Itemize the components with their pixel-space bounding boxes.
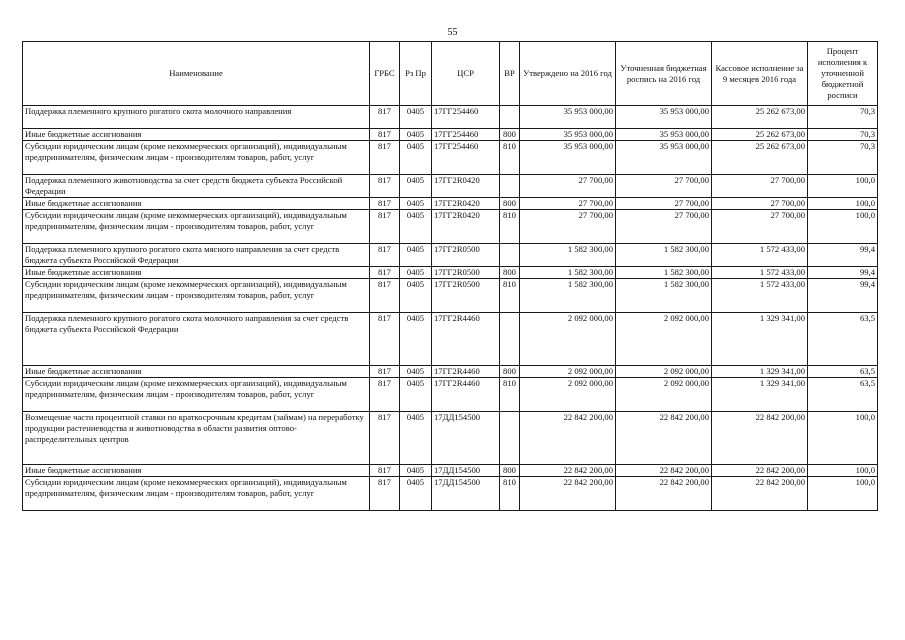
table-row (23, 210, 878, 244)
cell-rzpr: 0405 (400, 313, 432, 366)
cell-rzpr: 0405 (400, 465, 432, 477)
cell-rzpr: 0405 (400, 366, 432, 378)
cell-grbs: 817 (370, 378, 400, 412)
cell-approved: 1 582 300,00 (520, 279, 616, 313)
cell-name: Субсидии юридическим лицам (кроме некоммерческих организаций), индивидуальным предпринимателям, физическим лицам - производителям товаров, работ, услуг (23, 477, 370, 511)
cell-vr: 800 (500, 198, 520, 210)
table-row (23, 129, 878, 141)
header-approved: Утверждено на 2016 год (520, 42, 616, 106)
cell-percent: 100,0 (808, 210, 878, 244)
table-row (23, 175, 878, 198)
cell-approved: 1 582 300,00 (520, 244, 616, 267)
cell-csr: 17ГГ254460 (432, 129, 500, 141)
cell-name: Иные бюджетные ассигнования (23, 366, 370, 378)
header-refined: Уточненная бюджетная роспись на 2016 год (616, 42, 712, 106)
cell-percent: 63,5 (808, 378, 878, 412)
cell-vr: 810 (500, 378, 520, 412)
cell-approved: 1 582 300,00 (520, 267, 616, 279)
cell-percent: 99,4 (808, 267, 878, 279)
table-row (23, 465, 878, 477)
table-row (23, 477, 878, 511)
cell-cash: 1 572 433,00 (712, 244, 808, 267)
cell-refined: 1 582 300,00 (616, 279, 712, 313)
cell-vr (500, 106, 520, 129)
table-row (23, 141, 878, 175)
cell-cash: 27 700,00 (712, 210, 808, 244)
cell-name: Иные бюджетные ассигнования (23, 267, 370, 279)
cell-vr: 810 (500, 477, 520, 511)
cell-csr: 17ДД154500 (432, 465, 500, 477)
header-vr: ВР (500, 42, 520, 106)
cell-rzpr: 0405 (400, 129, 432, 141)
cell-rzpr: 0405 (400, 198, 432, 210)
cell-approved: 27 700,00 (520, 198, 616, 210)
cell-vr (500, 313, 520, 366)
cell-refined: 27 700,00 (616, 210, 712, 244)
cell-cash: 25 262 673,00 (712, 106, 808, 129)
cell-grbs: 817 (370, 279, 400, 313)
cell-cash: 25 262 673,00 (712, 141, 808, 175)
header-percent: Процент исполнения к уточненной бюджетной росписи (808, 42, 878, 106)
cell-percent: 70,3 (808, 106, 878, 129)
header-cash: Кассовое исполнение за 9 месяцев 2016 года (712, 42, 808, 106)
cell-approved: 27 700,00 (520, 175, 616, 198)
cell-grbs: 817 (370, 198, 400, 210)
cell-rzpr: 0405 (400, 279, 432, 313)
cell-percent: 100,0 (808, 465, 878, 477)
cell-rzpr: 0405 (400, 210, 432, 244)
cell-approved: 2 092 000,00 (520, 366, 616, 378)
cell-percent: 100,0 (808, 198, 878, 210)
cell-name: Поддержка племенного крупного рогатого скота молочного направления за счет средств бюджета субъекта Российской Федерации (23, 313, 370, 366)
cell-vr: 810 (500, 141, 520, 175)
cell-grbs: 817 (370, 313, 400, 366)
cell-grbs: 817 (370, 465, 400, 477)
cell-refined: 27 700,00 (616, 175, 712, 198)
cell-csr: 17ГГ254460 (432, 106, 500, 129)
cell-csr: 17ГГ2R0500 (432, 279, 500, 313)
cell-csr: 17ГГ2R0500 (432, 244, 500, 267)
cell-cash: 22 842 200,00 (712, 477, 808, 511)
cell-csr: 17ГГ2R4460 (432, 366, 500, 378)
cell-csr: 17ГГ2R4460 (432, 313, 500, 366)
cell-refined: 2 092 000,00 (616, 313, 712, 366)
cell-name: Субсидии юридическим лицам (кроме некоммерческих организаций), индивидуальным предпринимателям, физическим лицам - производителям товаров, работ, услуг (23, 141, 370, 175)
table-row (23, 313, 878, 366)
cell-rzpr: 0405 (400, 244, 432, 267)
cell-cash: 27 700,00 (712, 198, 808, 210)
cell-vr: 810 (500, 279, 520, 313)
cell-name: Иные бюджетные ассигнования (23, 129, 370, 141)
cell-percent: 99,4 (808, 279, 878, 313)
cell-rzpr: 0405 (400, 106, 432, 129)
cell-refined: 35 953 000,00 (616, 141, 712, 175)
cell-name: Поддержка племенного крупного рогатого скота молочного направления (23, 106, 370, 129)
cell-approved: 2 092 000,00 (520, 313, 616, 366)
header-csr: ЦСР (432, 42, 500, 106)
cell-csr: 17ГГ254460 (432, 141, 500, 175)
cell-cash: 27 700,00 (712, 175, 808, 198)
cell-grbs: 817 (370, 129, 400, 141)
cell-approved: 2 092 000,00 (520, 378, 616, 412)
cell-refined: 22 842 200,00 (616, 412, 712, 465)
cell-cash: 22 842 200,00 (712, 465, 808, 477)
cell-cash: 1 329 341,00 (712, 378, 808, 412)
cell-vr (500, 412, 520, 465)
cell-name: Субсидии юридическим лицам (кроме некоммерческих организаций), индивидуальным предпринимателям, физическим лицам - производителям товаров, работ, услуг (23, 378, 370, 412)
header-name: Наименование (23, 42, 370, 106)
cell-csr: 17ГГ2R4460 (432, 378, 500, 412)
cell-cash: 1 329 341,00 (712, 313, 808, 366)
cell-rzpr: 0405 (400, 477, 432, 511)
cell-grbs: 817 (370, 412, 400, 465)
cell-grbs: 817 (370, 477, 400, 511)
cell-csr: 17ГГ2R0420 (432, 210, 500, 244)
cell-name: Иные бюджетные ассигнования (23, 198, 370, 210)
cell-rzpr: 0405 (400, 378, 432, 412)
cell-grbs: 817 (370, 267, 400, 279)
cell-percent: 63,5 (808, 366, 878, 378)
cell-name: Поддержка племенного крупного рогатого скота мясного направления за счет средств бюджета субъекта Российской Федерации (23, 244, 370, 267)
cell-vr: 800 (500, 465, 520, 477)
cell-approved: 22 842 200,00 (520, 477, 616, 511)
header-grbs: ГРБС (370, 42, 400, 106)
cell-rzpr: 0405 (400, 141, 432, 175)
cell-grbs: 817 (370, 244, 400, 267)
cell-vr (500, 244, 520, 267)
table-row (23, 378, 878, 412)
table-row (23, 267, 878, 279)
table-row (23, 106, 878, 129)
cell-approved: 22 842 200,00 (520, 412, 616, 465)
cell-rzpr: 0405 (400, 267, 432, 279)
cell-percent: 70,3 (808, 129, 878, 141)
cell-cash: 1 572 433,00 (712, 279, 808, 313)
cell-cash: 22 842 200,00 (712, 412, 808, 465)
table-row (23, 198, 878, 210)
cell-rzpr: 0405 (400, 412, 432, 465)
cell-grbs: 817 (370, 366, 400, 378)
cell-name: Поддержка племенного животноводства за счет средств бюджета субъекта Российской Федерации (23, 175, 370, 198)
cell-grbs: 817 (370, 175, 400, 198)
cell-refined: 22 842 200,00 (616, 477, 712, 511)
cell-csr: 17ГГ2R0420 (432, 175, 500, 198)
cell-rzpr: 0405 (400, 175, 432, 198)
cell-name: Иные бюджетные ассигнования (23, 465, 370, 477)
cell-approved: 35 953 000,00 (520, 106, 616, 129)
cell-name: Субсидии юридическим лицам (кроме некоммерческих организаций), индивидуальным предпринимателям, физическим лицам - производителям товаров, работ, услуг (23, 279, 370, 313)
cell-grbs: 817 (370, 210, 400, 244)
cell-csr: 17ГГ2R0420 (432, 198, 500, 210)
cell-cash: 1 572 433,00 (712, 267, 808, 279)
cell-name: Субсидии юридическим лицам (кроме некоммерческих организаций), индивидуальным предпринимателям, физическим лицам - производителям товаров, работ, услуг (23, 210, 370, 244)
cell-vr: 800 (500, 129, 520, 141)
cell-name: Возмещение части процентной ставки по краткосрочным кредитам (займам) на переработку продукции растениеводства и животноводства в области развития оптово-распределительных центров (23, 412, 370, 465)
cell-percent: 100,0 (808, 477, 878, 511)
cell-approved: 35 953 000,00 (520, 129, 616, 141)
cell-refined: 2 092 000,00 (616, 378, 712, 412)
table-body (23, 106, 878, 511)
page-number: 55 (447, 27, 458, 38)
table-header-row (23, 42, 878, 106)
cell-percent: 70,3 (808, 141, 878, 175)
cell-vr (500, 175, 520, 198)
cell-percent: 100,0 (808, 175, 878, 198)
cell-refined: 35 953 000,00 (616, 129, 712, 141)
cell-percent: 63,5 (808, 313, 878, 366)
cell-approved: 27 700,00 (520, 210, 616, 244)
cell-csr: 17ДД154500 (432, 412, 500, 465)
cell-vr: 800 (500, 366, 520, 378)
table-row (23, 244, 878, 267)
table-row (23, 412, 878, 465)
table-row (23, 366, 878, 378)
cell-cash: 25 262 673,00 (712, 129, 808, 141)
header-rzpr: Рз Пр (400, 42, 432, 106)
cell-vr: 800 (500, 267, 520, 279)
cell-refined: 1 582 300,00 (616, 267, 712, 279)
cell-approved: 22 842 200,00 (520, 465, 616, 477)
cell-refined: 35 953 000,00 (616, 106, 712, 129)
cell-cash: 1 329 341,00 (712, 366, 808, 378)
cell-vr: 810 (500, 210, 520, 244)
cell-csr: 17ДД154500 (432, 477, 500, 511)
cell-refined: 1 582 300,00 (616, 244, 712, 267)
cell-refined: 2 092 000,00 (616, 366, 712, 378)
cell-grbs: 817 (370, 141, 400, 175)
cell-refined: 27 700,00 (616, 198, 712, 210)
cell-percent: 100,0 (808, 412, 878, 465)
cell-percent: 99,4 (808, 244, 878, 267)
budget-table (22, 41, 878, 511)
table-row (23, 279, 878, 313)
cell-refined: 22 842 200,00 (616, 465, 712, 477)
cell-grbs: 817 (370, 106, 400, 129)
cell-approved: 35 953 000,00 (520, 141, 616, 175)
cell-csr: 17ГГ2R0500 (432, 267, 500, 279)
